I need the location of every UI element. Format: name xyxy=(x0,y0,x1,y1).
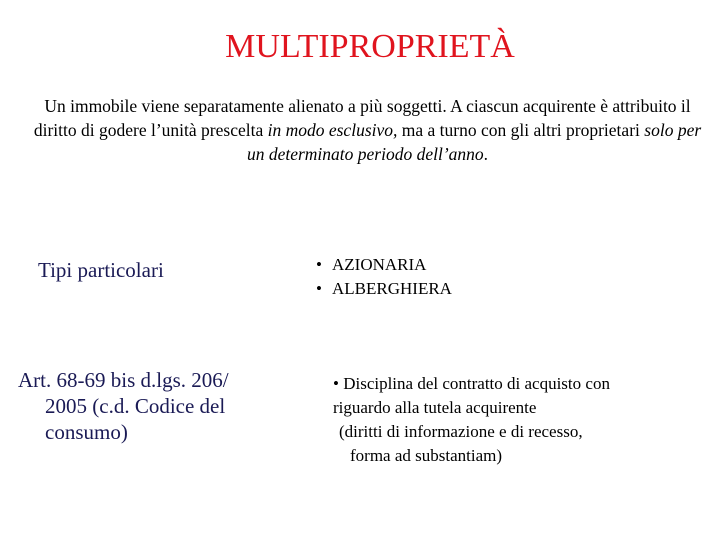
definition-emphasis-2: solo per un determinato periodo dell’anno xyxy=(246,120,702,164)
discipline-line: riguardo alla tutela acquirente xyxy=(333,398,537,417)
tipi-item-label: AZIONARIA xyxy=(332,255,427,274)
tipi-particolari-label: Tipi particolari xyxy=(38,258,164,282)
article-reference xyxy=(18,367,288,445)
article-reference-line: Art. 68-69 bis d.lgs. 206/ xyxy=(18,368,229,392)
bullet-icon: • xyxy=(316,255,322,274)
discipline-text xyxy=(333,372,713,468)
tipi-item-label: ALBERGHIERA xyxy=(332,279,452,298)
definition-text-2: ma a turno con gli altri proprietari xyxy=(397,120,645,140)
definition-paragraph xyxy=(30,94,705,166)
discipline-line: • Disciplina del contratto di acquisto con xyxy=(333,374,610,393)
article-reference-line: 2005 (c.d. Codice del xyxy=(45,394,226,418)
discipline-line: (diritti di informazione e di recesso, xyxy=(339,422,583,441)
definition-text-3: . xyxy=(483,144,489,164)
tipi-list xyxy=(316,253,452,301)
discipline-line: forma ad substantiam) xyxy=(350,446,503,465)
article-reference-line: consumo) xyxy=(45,420,128,444)
bullet-icon: • xyxy=(316,279,322,298)
slide-title: MULTIPROPRIETÀ xyxy=(225,28,515,65)
tipi-list-item-azionaria xyxy=(316,253,452,277)
tipi-list-item-alberghiera xyxy=(316,277,452,301)
definition-text-1: Un immobile viene separatamente alienato a più soggetti. A ciascun acquirente è attribuito il diritto di godere l’unità prescelta xyxy=(33,96,691,140)
definition-emphasis-1: in modo esclusivo, xyxy=(267,120,398,140)
